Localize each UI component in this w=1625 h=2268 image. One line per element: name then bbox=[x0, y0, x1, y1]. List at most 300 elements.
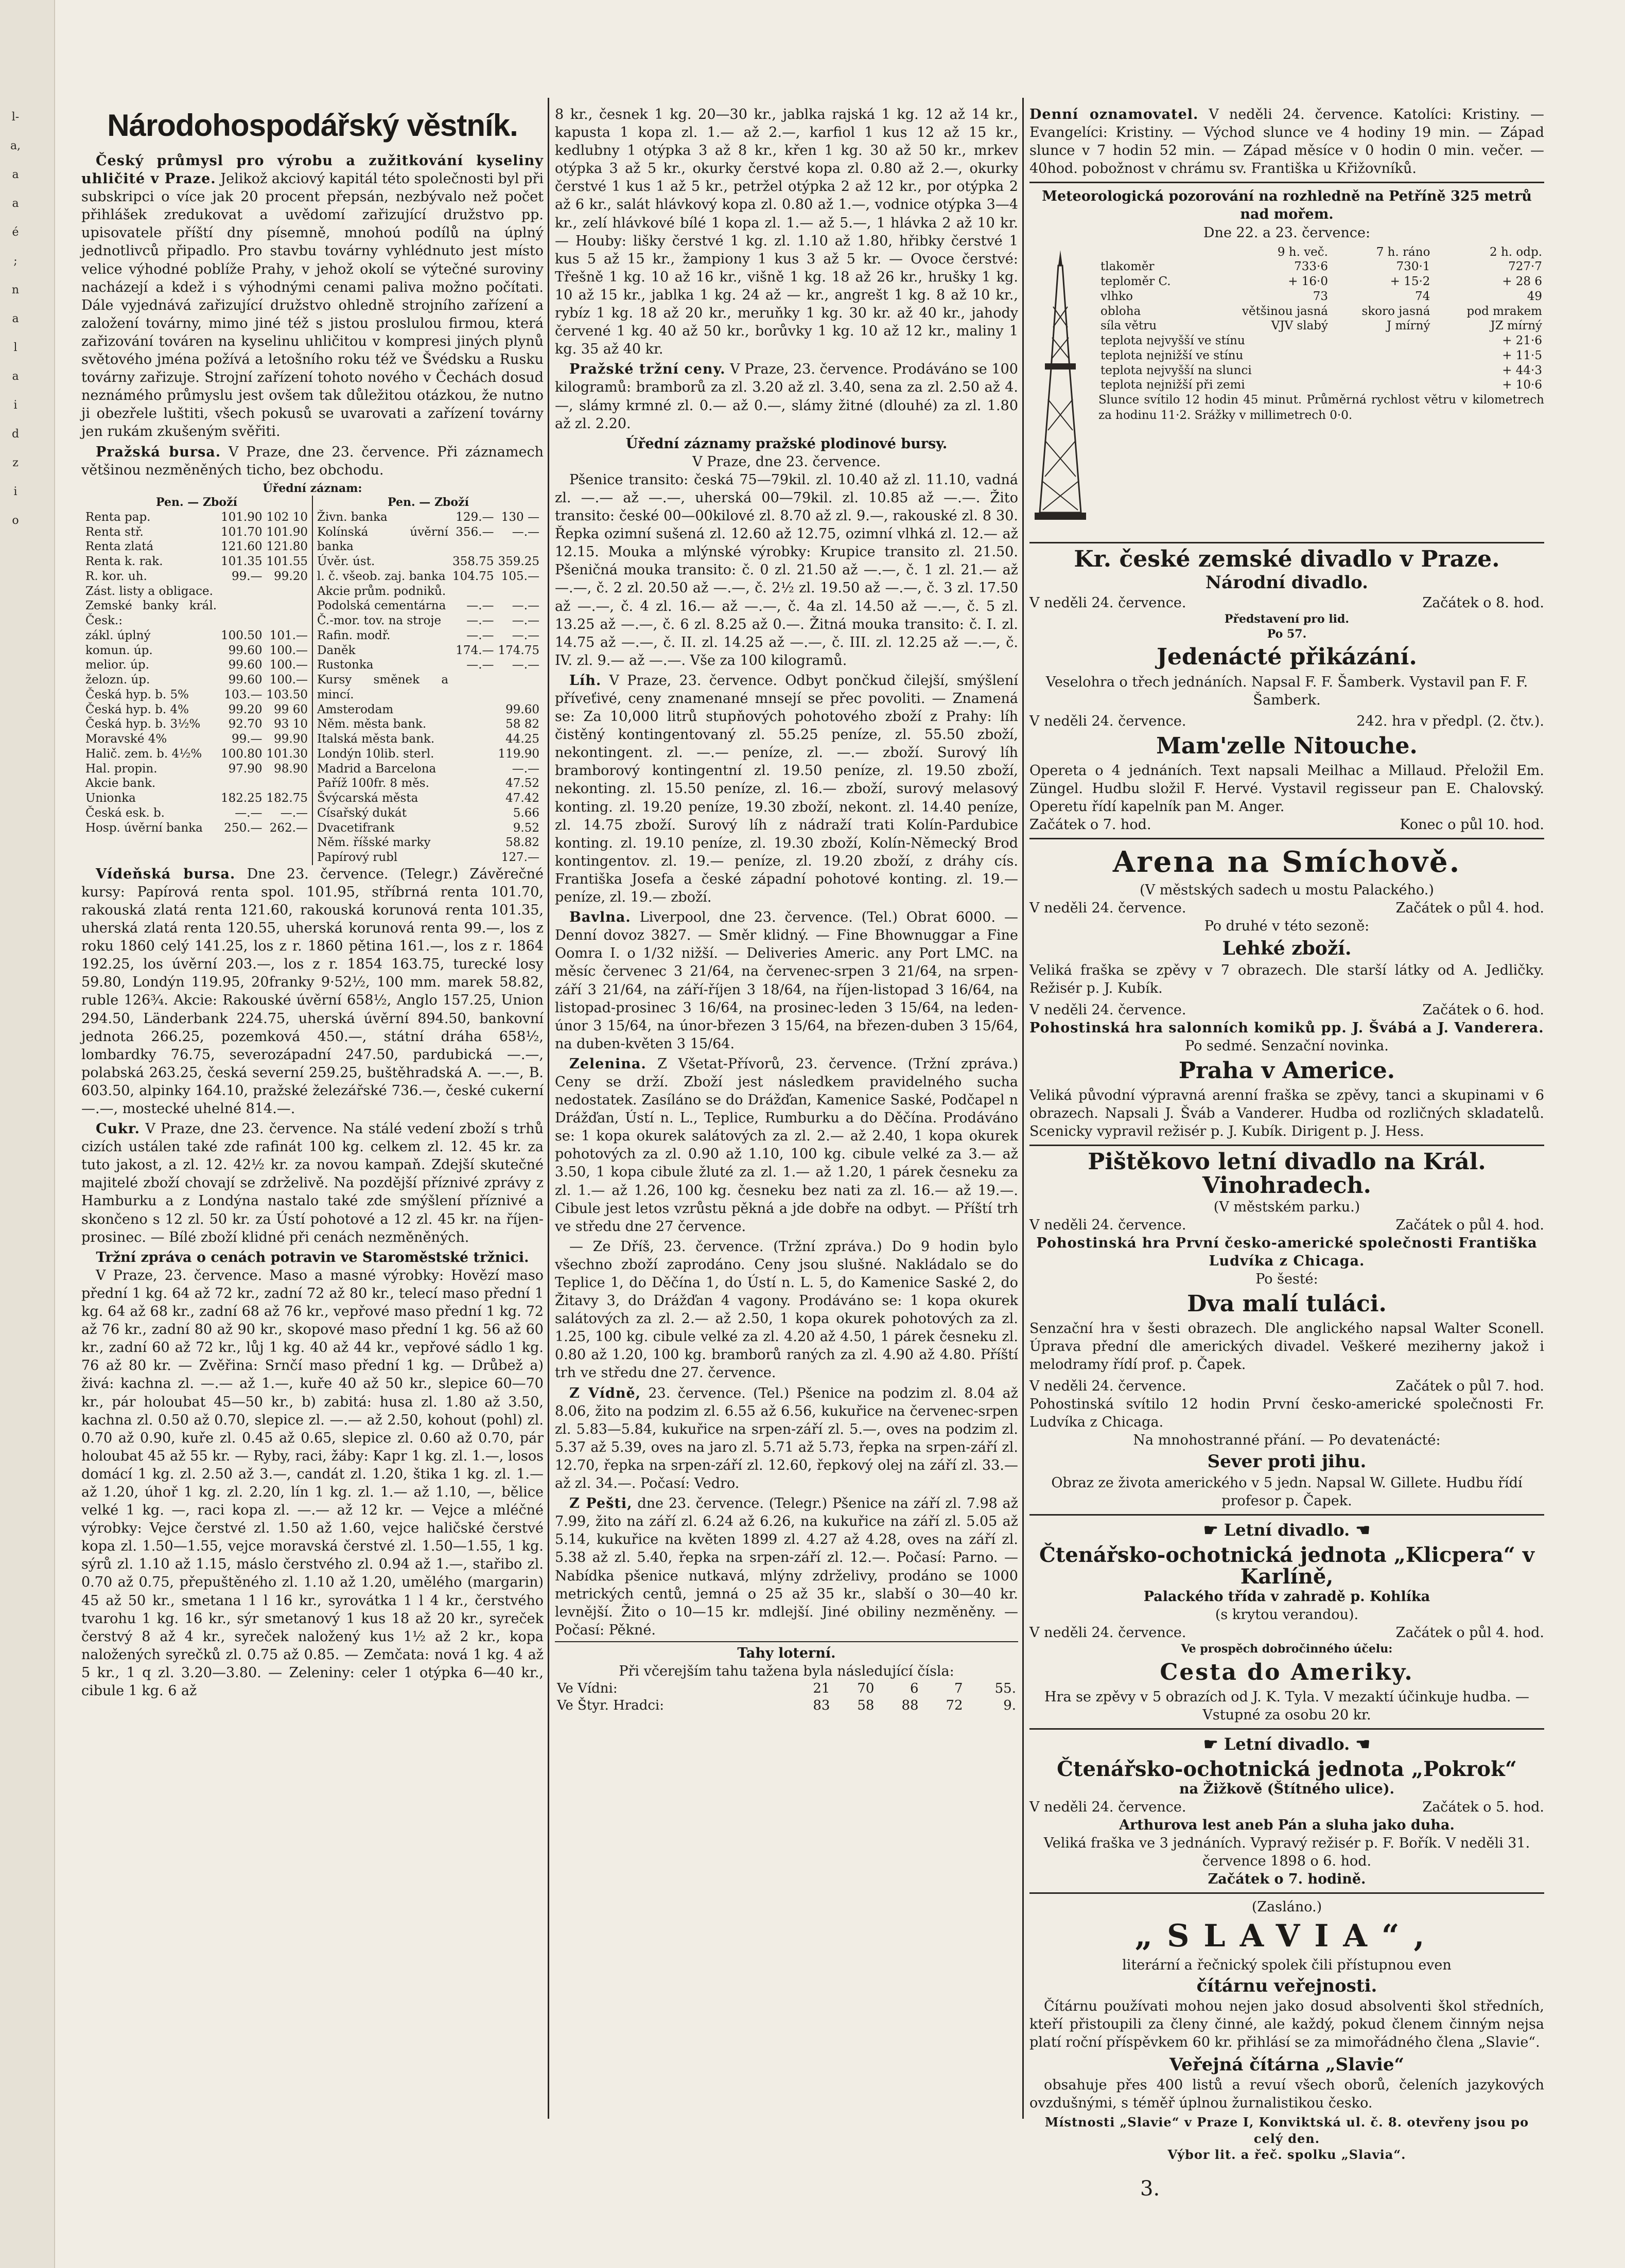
row-value: 99.60 bbox=[505, 702, 539, 716]
row-label: Č.-mor. tov. na stroje bbox=[317, 614, 442, 628]
table-row bbox=[315, 584, 541, 599]
row-value: 101.90 bbox=[266, 525, 308, 539]
row-value bbox=[450, 732, 496, 747]
row-label: Česká hyp. b. 3½% bbox=[85, 717, 201, 731]
table-row bbox=[315, 569, 541, 584]
table-row bbox=[83, 628, 310, 643]
play-description: Veselohra o třech jednáních. Napsal F. F. Šamberk. Vystavil pan F. F. Šamberk. bbox=[1045, 674, 1528, 708]
row-label: teploměr C. bbox=[1100, 275, 1171, 289]
slavia-text: Čítárnu používati mohou nejen jako dosud absolventi škol středních, kteří přistoupili za členy činné, ale každý, pokud členem činným nejsa platí roční příspěvkem 60 kr. přihlásí se za mimořádného člena „Slavie“. bbox=[1029, 1998, 1544, 2050]
article-body: V Praze, dne 23. července. Na stálé vedení zboží s trhů cizích ustálen také zde rafinát 100 kg. celkem zl. 12. 45 kr. za tuto jakost, a zl. 12. 42½ kr. za novou kampaň. Zdejší skutečné majitelé zboží chovají se zdrželivě. Na pozdější příznivé zprávy z Hamburku a z Londýna nastalo také zde smýšlení příznivé a skončeno s 12 zl. 50 kr. za Ústí pohotové a 12 zl. 45 kr. na říjen-prosinec. — Bílé zboží klidné při cenách nezměněných. bbox=[81, 1121, 544, 1245]
row-value: 730·1 bbox=[1396, 260, 1430, 274]
row-value: 73 bbox=[1313, 289, 1328, 303]
row-value bbox=[265, 584, 310, 599]
row-value: 99.60 bbox=[228, 643, 263, 657]
play-description: Veliká původní výpravná arenní fraška se zpěvy, tanci a skupinami v 6 obrazech. Napsali J. Šváb a Vanderer. Hudba od rozličných skladatelů. Scenicky vypravil režisér p. J. Kubík. Dirigent p. J. Hess. bbox=[1029, 1087, 1544, 1140]
row-value: —.— bbox=[280, 806, 308, 820]
show-date: V neděli 24. července. bbox=[1029, 595, 1186, 611]
article-title: Denní oznamovatel. bbox=[1029, 107, 1199, 122]
row-value: + 10·6 bbox=[1502, 378, 1542, 392]
show-note: Pohostinská svítilo 12 hodin První česko-americké společnosti Fr. Ludvíka z Chicaga. bbox=[1029, 1396, 1544, 1430]
row-label: Papírový rubl bbox=[317, 851, 398, 865]
divider bbox=[1029, 1728, 1544, 1730]
article-title: Pražská bursa. bbox=[96, 444, 221, 460]
row-label: obloha bbox=[1100, 304, 1141, 318]
column-rule-2 bbox=[1022, 98, 1024, 2119]
table-row bbox=[315, 628, 541, 643]
table-row bbox=[315, 510, 541, 525]
article-title: Bavlna. bbox=[569, 909, 631, 926]
row-value bbox=[496, 584, 541, 599]
row-label: R. kor. uh. bbox=[85, 569, 147, 583]
show-start: Začátek o 5. hod. bbox=[1422, 1799, 1544, 1815]
article-title: Cukr. bbox=[96, 1121, 140, 1137]
table-row bbox=[83, 539, 310, 554]
row-value: 99.90 bbox=[274, 732, 308, 746]
row-value: 105.— bbox=[501, 569, 539, 583]
row-label: Moravské 4% bbox=[85, 732, 167, 746]
show-start: Začátek o 7. hod. bbox=[1029, 817, 1151, 833]
row-value: 55. bbox=[994, 1681, 1016, 1697]
play-description: Hra se zpěvy v 5 obrazích od J. K. Tyla. V mezaktí účinkuje hudba. — Vstupné za osobu 20 kr. bbox=[1044, 1689, 1529, 1724]
table-row bbox=[315, 673, 541, 702]
play-title: Praha v Americe. bbox=[1178, 1057, 1395, 1084]
theatre-subtitle: (s krytou verandou). bbox=[1215, 1607, 1359, 1623]
show-date: V neděli 24. července. bbox=[1029, 1799, 1186, 1815]
row-value bbox=[450, 584, 496, 599]
table-row bbox=[315, 821, 541, 836]
table-row bbox=[83, 717, 310, 732]
row-value: 130 — bbox=[501, 510, 539, 524]
row-value: 262.— bbox=[269, 821, 308, 835]
row-value: —.— bbox=[466, 628, 494, 642]
theatre-title: Kr. české zemské divadlo v Praze. bbox=[1074, 546, 1500, 572]
row-label: Madrid a Barcelona bbox=[317, 762, 436, 776]
row-label: Kursy směnek a mincí. bbox=[317, 673, 449, 701]
row-value: 101.— bbox=[269, 628, 308, 642]
play-description: Opereta o 4 jednáních. Text napsali Meilhac a Millaud. Přeložil Em. Züngel. Hudbu složil F. Hervé. Vystavil regisseur pan E. Chalovský. Operetu řídí kapelník pan M. Anger. bbox=[1029, 763, 1544, 815]
meteo-title: Meteorologická pozorování na rozhledně na Petříně 325 metrů nad mořem. bbox=[1042, 188, 1532, 223]
meteo-table bbox=[1098, 245, 1544, 334]
row-value bbox=[450, 850, 496, 865]
row-value bbox=[450, 747, 496, 762]
show-start: Začátek o 8. hod. bbox=[1422, 595, 1544, 611]
row-value: 129.— bbox=[456, 510, 494, 524]
row-value: 97.90 bbox=[228, 762, 263, 776]
article-body: 8 kr., česnek 1 kg. 20—30 kr., jablka rajská 1 kg. 12 až 14 kr., kapusta 1 kopa zl. 1.— až 2.—, karfiol 1 kus 12 až 15 kr., kedlubny 1 otýpka 3 až 8 kr., křen 1 kg. 30 až 50 kr., mrkev otýpka 3 až 5 kr., okurky čerstvé kopa zl. 0.80 až 2.—, okurky čerstvé 1 kus 1 až 5 kr., petržel otýpka 2 až 12 kr., por otýpka 2 až 6 kr., salát hlávkový kopa zl. 0.80 až 1.—, vodnice otýpka 3—4 kr., zelí hlávkové bílé 1 kopa zl. 1.— až 5.—, 1 hlávka 2 až 10 kr. — Houby: lišky čerstvé 1 kg. zl. 1.10 až 1.80, hřibky čerstvé 1 kus 5 až 15 kr., žampiony 1 kus 3 až 5 kr. — Ovoce čerstvé: Třešně 1 kg. 10 až 16 kr., višně 1 kg. 18 až 26 kr., hrušky 1 kg. 10 až 15 kr., jablka 1 kg. 24 až — kr., angrešt 1 kg. 8 až 10 kr., rybíz 1 kg. 18 až 20 kr., meruňky 1 kg. 30 kr. až 40 kr., jahody červené 1 kg. 40 až 50 kr., borůvky 1 kg. 10 až 12 kr., maliny 1 kg. 35 až 40 kr. bbox=[555, 107, 1018, 358]
table-row bbox=[1098, 378, 1544, 393]
table-row bbox=[315, 525, 541, 555]
table-row bbox=[555, 1697, 1018, 1714]
pointing-hand-icon: ☛ bbox=[1203, 1520, 1224, 1540]
article-body: V Praze, dne 23. července. Při záznamech většinou nezměněných ticho, bez obchodu. bbox=[81, 444, 544, 478]
row-value: 174.— bbox=[456, 643, 494, 657]
show-note: Po druhé v této sezoně: bbox=[1204, 918, 1370, 935]
table-row bbox=[315, 747, 541, 762]
meteo-head: 2 h. odp. bbox=[1490, 245, 1542, 259]
divider bbox=[1029, 542, 1544, 543]
stock-table-left bbox=[83, 510, 310, 836]
table-row bbox=[315, 599, 541, 613]
article-title: Tahy loterní. bbox=[555, 1641, 1018, 1662]
lottery-table bbox=[555, 1680, 1018, 1714]
play-description: Veliká fraška ve 3 jednáních. Vypravý režisér p. F. Bořík. V neděli 31. července 1898 o 6. hod. bbox=[1043, 1835, 1530, 1870]
show-date: V neděli 24. července. bbox=[1029, 1378, 1186, 1394]
row-value: 88 bbox=[901, 1697, 919, 1713]
table-row bbox=[315, 732, 541, 747]
row-label: Hal. propin. bbox=[85, 762, 158, 776]
play-description: Obraz ze života amerického v 5 jedn. Napsal W. Gillete. Hudbu řídí profesor p. Čapek. bbox=[1051, 1475, 1523, 1509]
row-value: 92.70 bbox=[228, 717, 263, 731]
theatre-title: Arena na Smíchově. bbox=[1112, 845, 1461, 880]
row-value: JZ mírný bbox=[1490, 319, 1542, 333]
table-row bbox=[83, 599, 310, 628]
row-value: 47.52 bbox=[505, 777, 539, 790]
theatre-title: Pištěkovo letní divadlo na Král. Vinohradech. bbox=[1088, 1149, 1486, 1199]
row-label: komun. úp. bbox=[85, 643, 153, 657]
pointing-hand-icon: ☛ bbox=[1203, 1734, 1224, 1754]
row-value: —.— bbox=[512, 658, 539, 672]
row-value: 7 bbox=[954, 1681, 963, 1697]
row-label: Renta k. rak. bbox=[85, 555, 163, 569]
play-description: Senzační hra v šesti obrazech. Dle anglického napsal Walter Sconell. Úprava přední dle amerických divadel. Veškeré meziherny jakož i melodramy řídí prof. p. Čapek. bbox=[1029, 1321, 1544, 1373]
row-label: teplota nejnižší při zemi bbox=[1100, 378, 1245, 392]
row-label: tlakoměr bbox=[1100, 260, 1155, 274]
petrin-tower-icon bbox=[1029, 245, 1091, 538]
row-value: 99 60 bbox=[274, 702, 308, 716]
slavia-text: obsahuje přes 400 listů a revuí všech oborů, čeleních jazykových ovzdušnými, s téměř úplnou žurnalistikou česko. bbox=[1029, 2077, 1544, 2112]
table-row bbox=[315, 806, 541, 821]
section-banner bbox=[1029, 1734, 1544, 1755]
meteo-date: Dne 22. a 23. července: bbox=[1203, 224, 1371, 241]
meteo-head: 9 h. več. bbox=[1277, 245, 1328, 259]
row-label: Renta stř. bbox=[85, 525, 144, 539]
row-value: pod mrakem bbox=[1466, 304, 1542, 318]
show-end: Konec o půl 10. hod. bbox=[1400, 817, 1544, 833]
row-value: —.— bbox=[466, 614, 494, 628]
row-label: Česká esk. b. bbox=[85, 806, 165, 820]
show-start: Začátek o půl 4. hod. bbox=[1395, 1217, 1544, 1233]
article-body: 23. července. (Tel.) Pšenice na podzim zl. 8.04 až 8.06, žito na podzim zl. 6.55 až 6.56, kukuřice na červenec-srpen zl. 5.83—5.84, kukuřice na srpen-září zl. 5.—, oves na podzim zl. 5.37 až 5.39, oves na jaro zl. 5.71 až 5.73, řepka na srpen-září zl. 12.70, řepka na srpen-září zl. 12.60, řepkový olej na září zl. 33.— až zl. 34.—. Počasí: Vedro. bbox=[555, 1385, 1018, 1492]
divider bbox=[1029, 838, 1544, 839]
table-row bbox=[1098, 319, 1544, 333]
row-value: 49 bbox=[1527, 289, 1542, 303]
article-body: dne 23. července. (Telegr.) Pšenice na září zl. 7.98 až 7.99, žito na září zl. 6.24 až 6.26, na kukuřice na září zl. 5.05 až 5.14, kukuřice na květen 1899 zl. 4.27 až 4.28, oves na září zl. 5.38 až zl. 5.40, řepka na srpen-září zl. 12.—. Počasí: Parno. — Nabídka pšenice nutkavá, mlýny zdrželivy, prodáno se 1000 metrických centů, jemná o 25 až 35 kr., slabší o 30—40 kr. levnější. Žito o 10—15 kr. mdlejší. Jiné obiliny nezměněny. — Počasí: Pěkné. bbox=[555, 1496, 1019, 1638]
table-row bbox=[315, 643, 541, 658]
row-value bbox=[219, 776, 264, 791]
row-value: —.— bbox=[512, 599, 539, 613]
row-label: Rafin. modř. bbox=[317, 628, 391, 642]
row-value: 100.— bbox=[269, 673, 308, 687]
row-label: Ve Vídni: bbox=[557, 1681, 618, 1697]
show-note: Po šesté: bbox=[1255, 1271, 1318, 1287]
row-value: 121.80 bbox=[266, 540, 308, 554]
show-start: Začátek o půl 7. hod. bbox=[1395, 1378, 1544, 1394]
meteo-head: 7 h. ráno bbox=[1376, 245, 1430, 259]
row-value bbox=[219, 599, 264, 628]
show-start: Začátek o 6. hod. bbox=[1422, 1001, 1544, 1018]
article-title: Z Pešti, bbox=[569, 1496, 633, 1512]
play-title: Dva malí tuláci. bbox=[1187, 1291, 1387, 1317]
slavia-heading: Veřejná čítárna „Slavie“ bbox=[1169, 2054, 1405, 2075]
table-header: Pen. — Zboží bbox=[388, 496, 469, 509]
row-value: 99.20 bbox=[228, 702, 263, 716]
show-date: V neděli 24. července. bbox=[1029, 1217, 1186, 1233]
show-start: Začátek o půl 4. hod. bbox=[1395, 900, 1544, 917]
row-value: —.— bbox=[512, 614, 539, 628]
page-gutter bbox=[0, 0, 55, 2268]
row-value: 101.70 bbox=[221, 525, 263, 539]
theatre-title: Čtenářsko-ochotnická jednota „Klicpera“ v Karlíně, bbox=[1039, 1542, 1534, 1589]
margin-fragment: ; bbox=[13, 255, 18, 268]
column-economic bbox=[81, 106, 544, 2114]
table-row bbox=[83, 673, 310, 688]
article-body: V neděli 24. července. Katolíci: Kristiny. — Evangelíci: Kristiny. — Východ slunce ve 4 hodiny 19 min. — Západ slunce v 7 hodin 52 min. — Západ měsíce v 0 hodin 0 min. večer. — 40hod. pobožnost v chrámu sv. Františka u Křižovníků. bbox=[1029, 107, 1544, 177]
row-label: Renta zlatá bbox=[85, 540, 154, 554]
row-value: 5.66 bbox=[513, 806, 539, 820]
table-row bbox=[315, 835, 541, 850]
divider bbox=[1029, 1892, 1544, 1894]
meteo-block bbox=[1029, 245, 1544, 538]
row-value: většinou jasná bbox=[1242, 304, 1328, 318]
table-row bbox=[83, 776, 310, 791]
margin-fragment: a bbox=[12, 312, 19, 325]
table-row bbox=[83, 732, 310, 747]
row-value: 100.— bbox=[269, 658, 308, 672]
margin-fragment: a, bbox=[10, 139, 21, 152]
show-date: V neděli 24. července. bbox=[1029, 713, 1186, 729]
row-label: Daněk bbox=[317, 643, 356, 657]
row-label: Česká hyp. b. 4% bbox=[85, 702, 189, 716]
table-row bbox=[1098, 289, 1544, 304]
divider bbox=[1029, 182, 1544, 183]
row-label: Akcie bank. bbox=[85, 777, 156, 790]
theatre-place: Palackého třída v zahradě p. Kohlíka bbox=[1143, 1588, 1430, 1605]
theatre-subtitle: (V městských sadech u mostu Palackého.) bbox=[1140, 882, 1434, 899]
pointing-hand-icon: ☚ bbox=[1350, 1520, 1371, 1540]
row-value: 121.60 bbox=[221, 540, 263, 554]
table-row bbox=[83, 821, 310, 836]
row-label: Císařský dukát bbox=[317, 806, 407, 820]
row-label: Něm. města bank. bbox=[317, 717, 427, 731]
article-body: Pšenice transito: česká 75—79kil. zl. 10.40 až zl. 11.10, vadná zl. —.— až —.—, uherská 00—79kil. zl. 10.85 až —.—. Žito transito: české 00—00kilové zl. 8.70 až zl. 9.—, rakouské zl. 8 30. Řepka ozimní sušená zl. 12.60 až 12.75, ozimní vlhká zl. 12.— až 12.15. Mouka a mlýnské výrobky: Krupice transito zl. 21.50. Pšeničná mouka transito: č. 0 zl. 21.50 až —.—, č. 1 zl. 21.— až —.—, č. 2 zl. 20.50 až —.—, č. 2½ zl. 19.50 až —.—, č. 3 zl. 17.50 až —.—, č. 4 zl. 16.— až —.—, č. 4a zl. 14.50 až —.—, č. 5 zl. 13.25 až —.—, č. 6 zl. 8.25 až 0.—. Žitná mouka transito: č. I. zl. 14.75 až —.—, č. II. zl. 14.25 až —.—, č. III. zl. 12.25 až —.—, č. IV. zl. 9.— až —.—. Vše za 100 kilogramů. bbox=[555, 471, 1018, 669]
play-title: Arthurova lest aneb Pán a sluha jako duha. bbox=[1119, 1817, 1455, 1833]
row-value: —.— bbox=[512, 762, 539, 776]
show-info: 242. hra v předpl. (2. čtv.). bbox=[1356, 713, 1544, 729]
table-row bbox=[83, 643, 310, 658]
table-row bbox=[1098, 274, 1544, 289]
column-announcements bbox=[1029, 106, 1544, 2162]
row-value bbox=[450, 762, 496, 777]
row-value: 9. bbox=[1003, 1697, 1016, 1713]
row-value: 99.— bbox=[231, 569, 263, 583]
row-value: 99.— bbox=[231, 732, 263, 746]
show-note: Pohostinská hra salonních komiků pp. J. Švábá a J. Vanderera. bbox=[1029, 1019, 1544, 1036]
play-title: Mam'zelle Nitouche. bbox=[1156, 732, 1418, 759]
article-body: V Praze, 23. července. Maso a masné výrobky: Hovězí maso přední 1 kg. 64 až 72 kr., zadní 72 až 80 kr., telecí maso přední 1 kg. 64 až 68 kr., zadní 68 až 76 kr., vepřové maso přední 1 kg. 72 až 76 kr., zadní 80 až 90 kr., skopové maso přední 1 kg. 56 až 60 kr., zadní 60 až 72 kr., lůj 1 kg. 40 až 44 kr., vepřové sádlo 1 kg. 76 až 80 kr. — Zvěřina: Srnčí maso přední 1 kg. — Drůbež a) živá: kachna zl. —.— až 1.—, kuře 40 až 50 kr., slepice 60—70 kr., pár holoubat 45—50 kr., b) zabitá: husa zl. 1.80 až 3.50, kachna zl. 0.50 až 0.70, slepice zl. —.— až 2.50, kohout (pohl) zl. 0.70 až 0.90, kuře zl. 0.45 až 0.65, slepice zl. 0.60 až 0.70, pár holoubat 45 až 55 kr. — Ryby, raci, žáby: Kapr 1 kg. zl. 1.—, losos domácí 1 kg. zl. 2.50 až 3.—, candát zl. 1.20, štika 1 kg. zl. 1.— až 1.20, úhoř 1 kg. zl. 2.20, lín 1 kg. zl. 1.— až 1.10, —, bělice velké 1 kg. —, raci kopa zl. —.— až 12 kr. — Vejce a mléčné výrobky: Vejce čerstvé zl. 1.50 až 1.60, vejce haličské čerstvé kopa zl. 1.50—1.55, vejce moravská čerstvé zl. 1.50—1.55, 1 kg. sýrů zl. 1.10 až 1.15, máslo čerstvého zl. 0.94 až 1.—, stařibo zl. 0.70 až 0.75, přepuštěného zl. 1.10 až 1.20, umělého (margarin) 45 až 50 kr., smetana 1 l 16 kr., syrovátka 1 l 4 kr., čerstvého tvarohu 1 kg. 16 kr., sýr smetanový 1 kus 18 až 20 kr., syreček čerstvý 8 až 4 kr., syreček naložený kus 1½ až 2 kr., kopa naložených syrečků zl. 0.75 až 0.85. — Zemčata: nová 1 kg. 4 až 5 kr., 1 q zl. 3.20—3.80. — Zeleniny: celer 1 otýpka 6—40 kr., cibule 1 kg. 6 až bbox=[81, 1267, 544, 1699]
article-body: V Praze, 23. července. Prodáváno se 100 kilogramů: bramborů za zl. 3.20 až zl. 3.40, sena za zl. 2.50 až 4.—, slámy krmné zl. 0.— až 0.—, slámy žitné (dlouhé) za zl. 1.80 až zl. 2.20. bbox=[555, 361, 1018, 432]
margin-fragment: o bbox=[12, 514, 19, 527]
row-label: želozn. úp. bbox=[85, 673, 150, 687]
row-value: skoro jasná bbox=[1361, 304, 1430, 318]
margin-fragment: l bbox=[13, 341, 18, 354]
column-rule-1 bbox=[548, 98, 549, 2119]
row-value: 119.90 bbox=[498, 747, 539, 761]
row-value: VJV slabý bbox=[1271, 319, 1328, 333]
row-value: 174.75 bbox=[498, 643, 539, 657]
row-label: Švýcarská města bbox=[317, 792, 418, 805]
row-label: zákl. úplný bbox=[85, 628, 151, 642]
theatre-subtitle: (V městském parku.) bbox=[1213, 1199, 1360, 1215]
article-body: Dne 23. července. (Telegr.) Závěrečné kursy: Papírová renta spol. 101.95, stříbrná renta 101.70, rakouská zlatá renta 121.60, rakouská korunová renta 101.35, uherská zlatá renta 120.55, uherská korunová renta 99.—, los z roku 1860 celý 141.25, los z r. 1860 pětina 161.—, los z r. 1864 192.25, los úvěrní 203.—, los z r. 1854 163.75, turecké losy 59.80, Londýn 119.95, 20franky 9·52½, 100 mm. marek 58.82, ruble 126¾. Akcie: Rakouské úvěrní 658½, Anglo 157.25, Union 294.50, Länderbank 224.75, uherská úvěrní 894.50, bankovní jednota 266.25, pozemková 450.—, státní dráha 658½, lombardky 76.75, severozápadní 247.50, pardubická —.—, polabská 263.25, česká severní 259.25, buštěhradská A. —.—, B. 603.50, alpinky 164.10, pražské železářské 736.—, české cukerní —.—, mostecké uhelné 814.—. bbox=[81, 866, 544, 1117]
section-masthead: Národohospodářský věstník. bbox=[107, 108, 518, 143]
row-value: 182.75 bbox=[266, 792, 308, 805]
row-label: Renta pap. bbox=[85, 510, 151, 524]
page-number: 3. bbox=[1140, 2177, 1160, 2201]
table-row bbox=[83, 747, 310, 762]
show-date: V neděli 24. července. bbox=[1029, 900, 1186, 917]
row-value: 99.60 bbox=[228, 658, 263, 672]
row-value: 44.25 bbox=[505, 732, 539, 746]
table-row bbox=[315, 850, 541, 865]
table-row bbox=[83, 806, 310, 821]
article-body: V Praze, 23. července. Odbyt pončkud čilejší, smýšlení příveťivé, ceny znamenané mnsejí se přec povoliti. — Znamená se: Za 10,000 litrů stupňových pohotového zboží z Prahy: líh čistěný kontingentovaný zl. 55.25 peníze, zl. 55.50 zboží, nekontingent. zl. —.— peníze, zl. —.— zboží. Surový líh bramborový kontingentní zl. 19.50 peníze, zl. 19.50 zboží, nekonting. zl. 15.50 peníze, zl. 16.— zboží, surový melasový konting. zl. 19.20 peníze, 19.30 zboží, nekont. zl. 14.40 peníze, zl. 14.75 zboží. Surový líh z nádraží trati Kolín-Pardubice konting. zl. 19.10 peníze, zl. 19.30 zboží, Kolín-Německý Brod kontingentov. zl. 19.— peníze, zl. 19.20 zboží, z dráhy cís. Františka Josefa a české západní pohotové konting. zl. 19.— peníze, zl. 19.— zboží. bbox=[555, 672, 1018, 906]
column-markets bbox=[555, 106, 1018, 2114]
show-note: Pohostinská hra První česko-americké společnosti Františka Ludvíka z Chicaga. bbox=[1036, 1235, 1537, 1269]
row-value bbox=[450, 821, 496, 836]
theatre-subtitle: Národní divadlo. bbox=[1205, 572, 1369, 593]
article-title: Vídeňská bursa. bbox=[96, 866, 236, 882]
row-value: + 11·5 bbox=[1502, 348, 1542, 362]
row-label: Něm. říšské marky bbox=[317, 836, 431, 850]
row-value bbox=[450, 702, 496, 717]
margin-fragment: a bbox=[12, 370, 19, 383]
row-label: síla větru bbox=[1100, 319, 1157, 333]
meteo-summary: Slunce svítilo 12 hodin 45 minut. Průměrná rychlost větru v kilometrech za hodinu 11·2. Srážky v millimetrech 0·0. bbox=[1098, 393, 1544, 423]
table-row bbox=[315, 613, 541, 628]
article-body: Jelikož akciový kapitál této společnosti byl při subskripci o více jak 20 procent přepsán, nezbývalo než počet přihlášek zredukovat a uvědomí zařizující družstvo pp. upisovatele příští dny písemně, mnohoú podílů na úplný jednotlivců připadlo. Pro stavbu továrny vyhlédnuto jest místo velice výhodné poblíže Prahy, v jehož okolí se výtečné suroviny nacházejí a kdež i s výhodnými cenami paliva možno počítati. Dále vyjednává zařizující družstvo ohledně strojního zařízení a založení továrny, mimo jiné též s jistou proslulou firmou, která zařizování továren na kyselinu uhličitou v kompresi jiných plynů světového jména požívá a letošního roku též ve Švédsku a Rusku továrny zařizuje. Strojní zařízení tohoto nového v Čechách dosud neznámého průmyslu jest ovšem tak důležitou otázkou, že nutno ji obezřele luštiti, všech pokusů se uvarovati a zařízení továrny jen rukám zkušeným svěřiti. bbox=[81, 171, 544, 440]
row-value: 733·6 bbox=[1294, 260, 1328, 274]
row-value: 100.50 bbox=[221, 628, 263, 642]
slavia-subtitle: literární a řečnický spolek čili přístupnou even bbox=[1122, 1957, 1452, 1974]
article-title: Pražské tržní ceny. bbox=[569, 361, 726, 378]
row-value: 103.50 bbox=[266, 688, 308, 701]
table-row bbox=[315, 554, 541, 569]
row-value: 93 10 bbox=[274, 717, 308, 731]
table-row bbox=[1098, 363, 1544, 378]
row-value: + 16·0 bbox=[1288, 275, 1328, 289]
play-title: Lehké zboží. bbox=[1222, 937, 1352, 959]
margin-fragment: é bbox=[12, 226, 19, 239]
row-value: J mírný bbox=[1386, 319, 1430, 333]
row-label: Ve Štyr. Hradci: bbox=[557, 1697, 664, 1713]
table-row bbox=[315, 658, 541, 673]
table-row bbox=[1098, 304, 1544, 319]
row-label: Londýn 10lib. sterl. bbox=[317, 747, 434, 761]
row-value: 99.20 bbox=[274, 569, 308, 583]
row-value bbox=[265, 776, 310, 791]
row-value: 250.— bbox=[224, 821, 263, 835]
play-description: Veliká fraška se zpěvy v 7 obrazech. Dle starší látky od A. Jedličky. Režisér p. J. Kubík. bbox=[1029, 962, 1544, 997]
row-value: 58.82 bbox=[505, 836, 539, 850]
row-label: Italská města bank. bbox=[317, 732, 435, 746]
table-row bbox=[83, 688, 310, 702]
row-value: 98.90 bbox=[274, 762, 308, 776]
row-value: 58 82 bbox=[505, 717, 539, 731]
row-value bbox=[450, 806, 496, 821]
show-note: Po 57. bbox=[1267, 627, 1307, 641]
row-value: 100.— bbox=[269, 643, 308, 657]
row-label: Česká hyp. b. 5% bbox=[85, 688, 189, 701]
row-value bbox=[450, 791, 496, 806]
row-label: Podolská cementárna bbox=[317, 599, 446, 613]
article-title: Zelenina. bbox=[569, 1056, 646, 1072]
row-label: Zást. listy a obligace. bbox=[85, 584, 213, 598]
table-title: Úřední záznam: bbox=[263, 481, 362, 495]
row-label: Paříž 100fr. 8 měs. bbox=[317, 777, 429, 790]
slavia-signature: Výbor lit. a řeč. spolku „Slavia“. bbox=[1167, 2147, 1406, 2162]
row-label: Rustonka bbox=[317, 658, 374, 672]
table-row bbox=[555, 1680, 1018, 1697]
row-value bbox=[450, 776, 496, 791]
margin-fragment: l- bbox=[11, 111, 20, 124]
row-value: 727·7 bbox=[1508, 260, 1542, 274]
row-value: 9.52 bbox=[513, 821, 539, 835]
stock-table bbox=[81, 496, 544, 865]
margin-fragment: d bbox=[11, 428, 20, 441]
row-value: + 44·3 bbox=[1502, 363, 1542, 377]
margin-fragment: i bbox=[13, 485, 18, 498]
row-label: Úvěr. úst. bbox=[317, 555, 375, 569]
row-value: 101.30 bbox=[266, 747, 308, 761]
row-label: Amsterodam bbox=[317, 702, 394, 716]
stock-table-right bbox=[315, 510, 541, 865]
slavia-subtitle: čítárnu veřejnosti. bbox=[1196, 1975, 1377, 1996]
article-title: Tržní zpráva o cenách potravin ve Staroměstské tržnici. bbox=[96, 1249, 529, 1265]
table-header: Pen. — Zboží bbox=[156, 496, 237, 509]
table-row bbox=[83, 658, 310, 673]
row-value: 6 bbox=[910, 1681, 919, 1697]
table-row bbox=[1098, 259, 1544, 274]
table-row bbox=[315, 776, 541, 791]
table-row bbox=[83, 702, 310, 717]
banner-label: Letní divadlo. bbox=[1224, 1734, 1350, 1754]
row-value bbox=[450, 835, 496, 850]
table-row bbox=[83, 525, 310, 540]
row-label: Živn. banka bbox=[317, 510, 388, 524]
article-body: — Ze Dříš, 23. července. (Tržní zpráva.) Do 9 hodin bylo všechno zboží zaprodáno. Ceny jsou slušné. Nakládalo se do Teplice 1, do Děčína 1, do Ústí n. L. 5, do Kamenice Saské 2, do Žitavy 3, do Drážďan 4 vagony. Prodáváno se: 1 kopa okurek salátových za zl. 2.— až 2.50, 1 kopa okurek pohotových za zl. 1.25, 100 kg. cibule velké za zl. 4.20 až 4.50, 1 párek česneku zl. 0.80 až 1.20, 100 kg. bramborů raných za zl. 4.90 až 4.80. Příští trh ve středu dne 27. července. bbox=[555, 1238, 1018, 1381]
section-banner bbox=[1029, 1520, 1544, 1541]
margin-fragment: n bbox=[11, 284, 20, 296]
show-date: V neděli 24. července. bbox=[1029, 1001, 1186, 1018]
slavia-title: „SLAVIA“, bbox=[1134, 1918, 1439, 1955]
table-row bbox=[83, 762, 310, 777]
row-value: 99.60 bbox=[228, 673, 263, 687]
row-value bbox=[219, 584, 264, 599]
row-value: 356.— bbox=[456, 525, 494, 539]
row-value: 83 bbox=[813, 1697, 830, 1713]
row-value: 102 10 bbox=[266, 510, 308, 524]
row-label: Akcie prům. podniků. bbox=[317, 584, 446, 598]
table-row bbox=[83, 510, 310, 525]
article-title: Líh. bbox=[569, 672, 602, 689]
row-label: Hosp. úvěrní banka bbox=[85, 821, 203, 835]
meteo-extremes bbox=[1098, 333, 1544, 393]
margin-fragment: i bbox=[13, 399, 18, 412]
row-value: —.— bbox=[235, 806, 263, 820]
play-title: Jedenácté přikázání. bbox=[1157, 644, 1417, 671]
show-start: Začátek o půl 4. hod. bbox=[1395, 1625, 1544, 1641]
